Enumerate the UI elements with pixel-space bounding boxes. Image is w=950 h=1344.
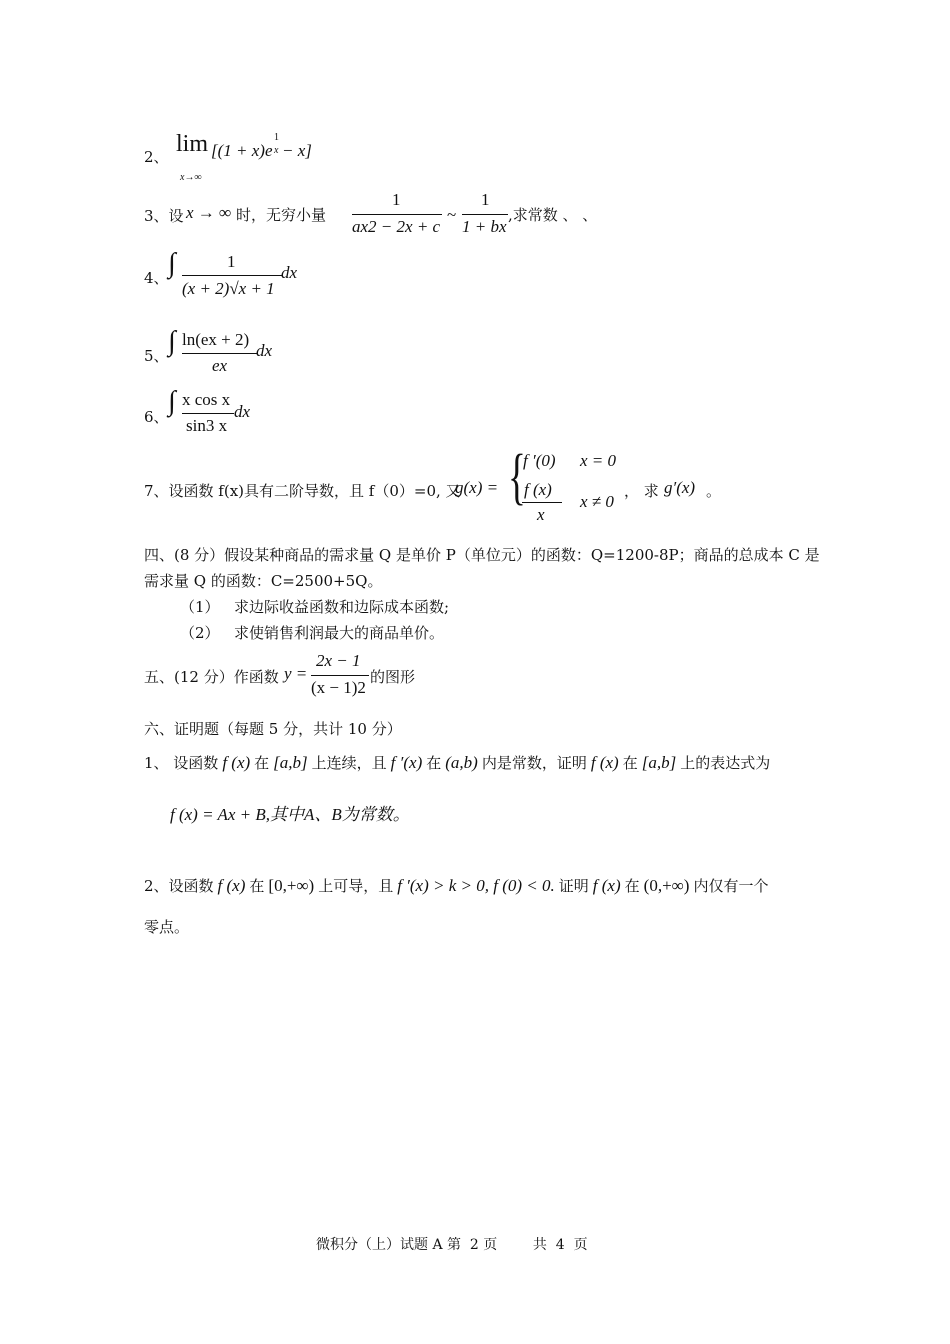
q7-gprime: g′(x) [664,478,696,497]
s5-den: (x − 1)2 [311,678,366,697]
fraction-line [522,502,562,503]
s6-p2-part: 2、设函数 [144,877,214,895]
fraction-line [182,413,234,414]
q4-num: 1 [227,252,236,271]
s6-p1-part: f (x) [590,753,619,772]
q4-integral: ∫ [168,248,176,279]
q4-fraction [182,252,282,302]
s6-p2-part: 内仅有一个 [693,877,769,895]
s6-p1-line2: f (x) = Ax + B,其中A、B为常数。 [170,805,410,824]
q7-period: 。 [706,482,722,500]
q3-number: 3、设 [144,207,184,225]
q4-number: 4、 [144,269,169,287]
q5-fraction [182,330,258,378]
q5-number: 5、 [144,347,169,365]
s6-p1-line1 [144,752,770,773]
s4-line2: 需求量 Q 的函数：C=2500+5Q。 [144,572,383,590]
q2-lim: lim [176,131,209,157]
s5-text1: 五、(12 分）作函数 [144,668,279,686]
q7-g: g(x) = [455,478,499,497]
s6-p1-part: [a,b] [641,753,677,772]
s6-p1-part: [a,b] [273,753,308,772]
s5-num: 2x − 1 [316,651,361,670]
q2-number: 2、 [144,148,169,166]
q7-case2-fraction [522,480,562,526]
q3-f1-den: ax2 − 2x + c [352,217,441,236]
q3-text2: ,求常数 、 、 [508,206,598,224]
s6-p2-part: f (x) [217,876,246,895]
s6-p2-part: 在 [249,877,265,895]
s6-title: 六、证明题（每题 5 分，共计 10 分） [144,720,402,738]
s6-p2-part: 在 [624,877,640,895]
q2-body-end: − x] [282,141,312,160]
fraction-line [462,214,508,215]
q5-dx: dx [256,341,273,360]
s6-p2-part: 上可导，且 [318,877,394,895]
fraction-line [311,675,369,676]
s6-p2-part: 证明 [558,877,589,895]
page-footer: 微积分（上）试题 A 第 2 页 共 4 页 [316,1237,588,1253]
q7-text: 7、设函数 f(x)具有二阶导数，且 f（0）=0, 又 [144,482,461,500]
s6-p1-part: (a,b) [445,753,478,772]
s6-p2-part: f ′(x) > k > 0, f (0) < 0. [397,876,555,895]
q5-den: ex [212,356,228,375]
q6-fraction [182,390,234,438]
q7-text-end: ， 求 [624,482,659,500]
q7-case2-cond: x ≠ 0 [580,492,614,511]
s6-p2-line2: 零点。 [144,918,190,936]
q7-brace: { [508,443,526,511]
s4-item2: 求使销售利润最大的商品单价。 [234,624,445,642]
s4-line1: 四、(8 分）假设某种商品的需求量 Q 是单价 P（单位元）的函数：Q=1200-8P；商品的总成本 C 是 [144,546,820,564]
q3-f2-num: 1 [481,190,490,209]
s6-p1-part: 在 [622,754,638,772]
s6-p2-part: [0,+∞) [268,876,315,895]
q3-x-arrow: x → ∞ [186,203,232,222]
q4-den: (x + 2)√x + 1 [182,279,275,298]
s6-p2-line1 [144,875,768,896]
s5-text2: 的图形 [370,668,416,686]
q7-case1-val: f ′(0) [523,451,556,470]
s4-item2-num: （2） [180,624,220,642]
s4-item1-num: （1） [180,598,220,616]
q3-text1: 时，无穷小量 [236,206,327,224]
s6-p2-part: f (x) [592,876,621,895]
s6-p1-part: f (x) [222,753,251,772]
s6-p1-part: 上的表达式为 [680,754,771,772]
s6-p1-part: 在 [426,754,442,772]
q7-case2-den: x [537,505,545,524]
q3-f2-den: 1 + bx [462,217,507,236]
q7-case1-cond: x = 0 [580,451,617,470]
q7-case2-num: f (x) [524,480,552,499]
q3-fraction1 [352,190,442,240]
s4-item1: 求边际收益函数和边际成本函数; [234,598,450,616]
q4-dx: dx [281,263,298,282]
s6-p1-part: 上连续，且 [311,754,387,772]
fraction-line [182,275,282,276]
q6-integral: ∫ [168,386,176,417]
s5-y: y = [284,664,308,683]
q2-sub: x→∞ [180,172,202,183]
q6-num: x cos x [182,390,231,409]
fraction-line [182,353,258,354]
q2-exp-den: x [274,145,279,156]
q6-number: 6、 [144,408,169,426]
q3-f1-num: 1 [392,190,401,209]
s6-p1-part: 内是常数，证明 [481,754,587,772]
q6-den: sin3 x [186,416,228,435]
q6-dx: dx [234,402,251,421]
q2-body: [(1 + x)e [211,141,273,160]
fraction-line [352,214,442,215]
s6-p1-part: f ′(x) [390,753,423,772]
s6-p1-part: 在 [254,754,270,772]
q3-tilde: ~ [447,205,457,224]
q3-fraction2 [462,190,508,240]
q5-integral: ∫ [168,326,176,357]
s6-p1-part: 1、 设函数 [144,754,219,772]
q5-num: ln(ex + 2) [182,330,250,349]
s5-fraction [311,651,369,701]
q2-exp-num: 1 [274,132,279,143]
s6-p2-part: (0,+∞) [643,876,690,895]
